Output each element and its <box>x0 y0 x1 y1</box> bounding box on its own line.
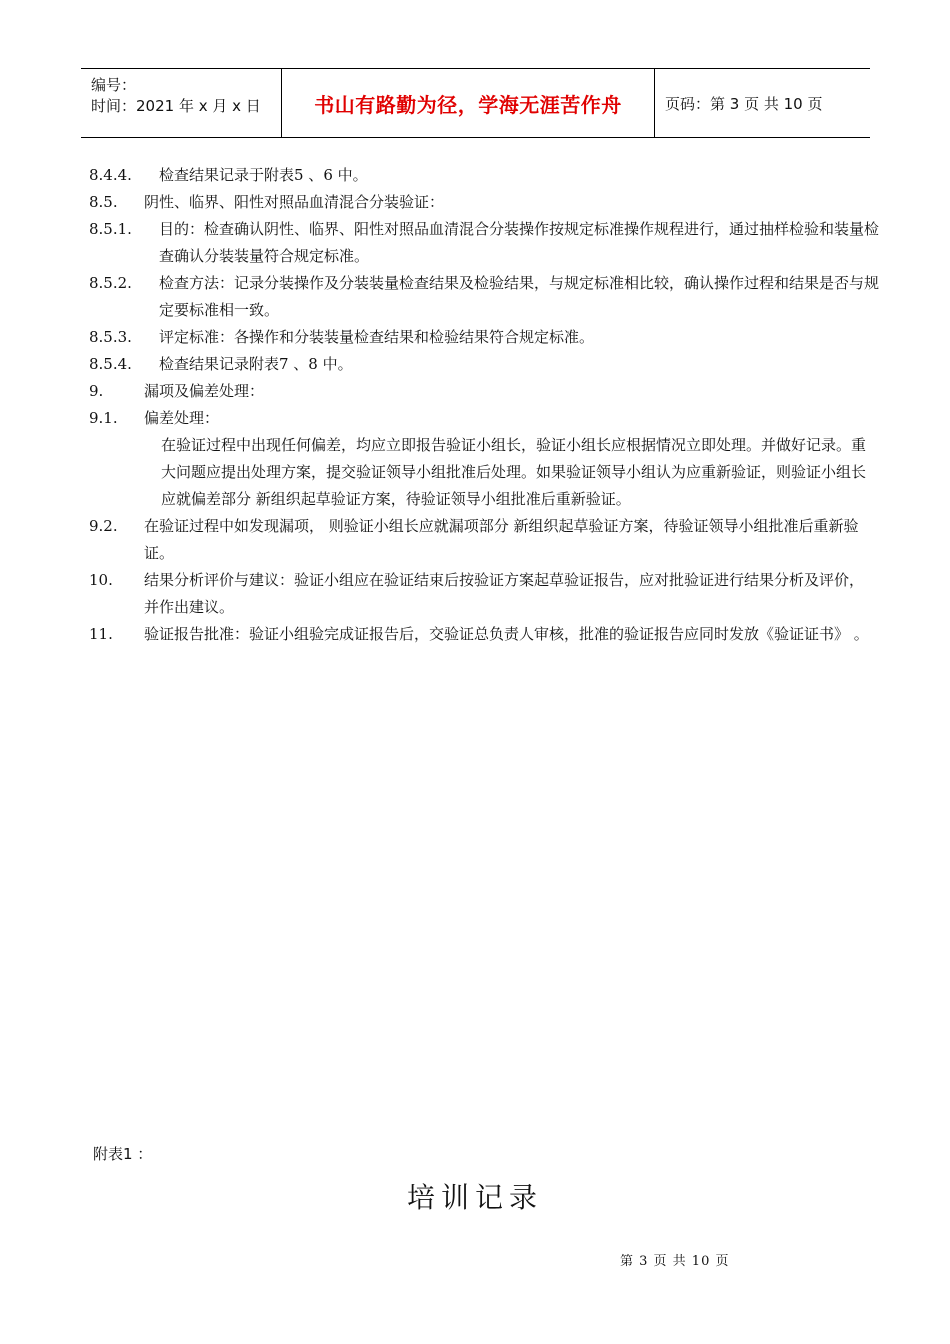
section-text: 检查结果记录于附表5 、6 中。 <box>159 166 368 184</box>
section-item <box>89 378 879 405</box>
section-text: 偏差处理： <box>144 409 220 427</box>
section-text: 结果分析评价与建议：验证小组应在验证结束后按验证方案起草验证报告，应对批验证进行结果分析及评价， 并作出建议。 <box>144 571 865 616</box>
page-footer: 第 3 页 共 10 页 <box>620 1254 730 1269</box>
header-motto: 书山有路勤为径，学海无涯苦作舟 <box>314 92 622 117</box>
appendix-label: 附表1 ： <box>93 1145 153 1163</box>
section-item <box>89 567 879 621</box>
section-text: 在验证过程中出现任何偏差，均应立即报告验证小组长，验证小组长应根据情况立即处理。并做好记录。重大问题应提出处理方案，提交验证领导小组批准后处理。如果验证领导小组认为应重新验证，则验证小组长应就偏差部分 新组织起草验证方案，待验证领导小组批准后重新验证。 <box>161 436 867 508</box>
section-text: 在验证过程中如发现漏项， 则验证小组长应就漏项部分 新组织起草验证方案，待验证领导小组批准后重新验证。 <box>144 517 859 562</box>
section-item <box>89 405 879 432</box>
section-number: 8.5.3. <box>89 328 132 346</box>
code-label: 编号： <box>91 76 137 94</box>
section-item <box>89 270 879 324</box>
section-item <box>89 189 879 216</box>
document-body <box>89 162 879 648</box>
page-header <box>81 68 870 138</box>
section-item <box>89 351 879 378</box>
section-item <box>89 513 879 567</box>
header-divider <box>654 69 655 137</box>
section-paragraph <box>89 432 879 513</box>
section-number: 11. <box>89 625 113 643</box>
section-number: 9. <box>89 382 104 400</box>
section-number: 8.5.1. <box>89 220 132 238</box>
section-text: 漏项及偏差处理： <box>144 382 265 400</box>
section-item <box>89 621 879 648</box>
section-text: 阴性、临界、阳性对照品血清混合分装验证： <box>144 193 445 211</box>
header-page-info: 页码：第 3 页 共 10 页 <box>665 95 823 113</box>
section-number: 8.5.4. <box>89 355 132 373</box>
section-number: 8.5. <box>89 193 118 211</box>
section-number: 8.5.2. <box>89 274 132 292</box>
section-text: 验证报告批准：验证小组验完成证报告后，交验证总负责人审核，批准的验证报告应同时发放《验证证书》 。 <box>144 625 869 643</box>
section-text: 目的：检查确认阴性、临界、阳性对照品血清混合分装操作按规定标准操作规程进行，通过抽样检验和装量检查确认分装装量符合规定标准。 <box>159 220 880 265</box>
section-item <box>89 162 879 189</box>
section-number: 10. <box>89 571 113 589</box>
document-title: 培训记录 <box>406 1181 543 1214</box>
section-item <box>89 216 879 270</box>
section-item <box>89 324 879 351</box>
section-text: 评定标准：各操作和分装装量检查结果和检验结果符合规定标准。 <box>159 328 595 346</box>
section-text: 检查方法：记录分装操作及分装装量检查结果及检验结果，与规定标准相比较，确认操作过程和结果是否与规定要标准相一致。 <box>159 274 880 319</box>
time-label: 时间：2021 年 x 月 x 日 <box>91 97 261 115</box>
section-number: 9.2. <box>89 517 118 535</box>
section-number: 8.4.4. <box>89 166 132 184</box>
section-number: 9.1. <box>89 409 118 427</box>
section-text: 检查结果记录附表7 、8 中。 <box>159 355 353 373</box>
header-meta <box>81 69 281 137</box>
